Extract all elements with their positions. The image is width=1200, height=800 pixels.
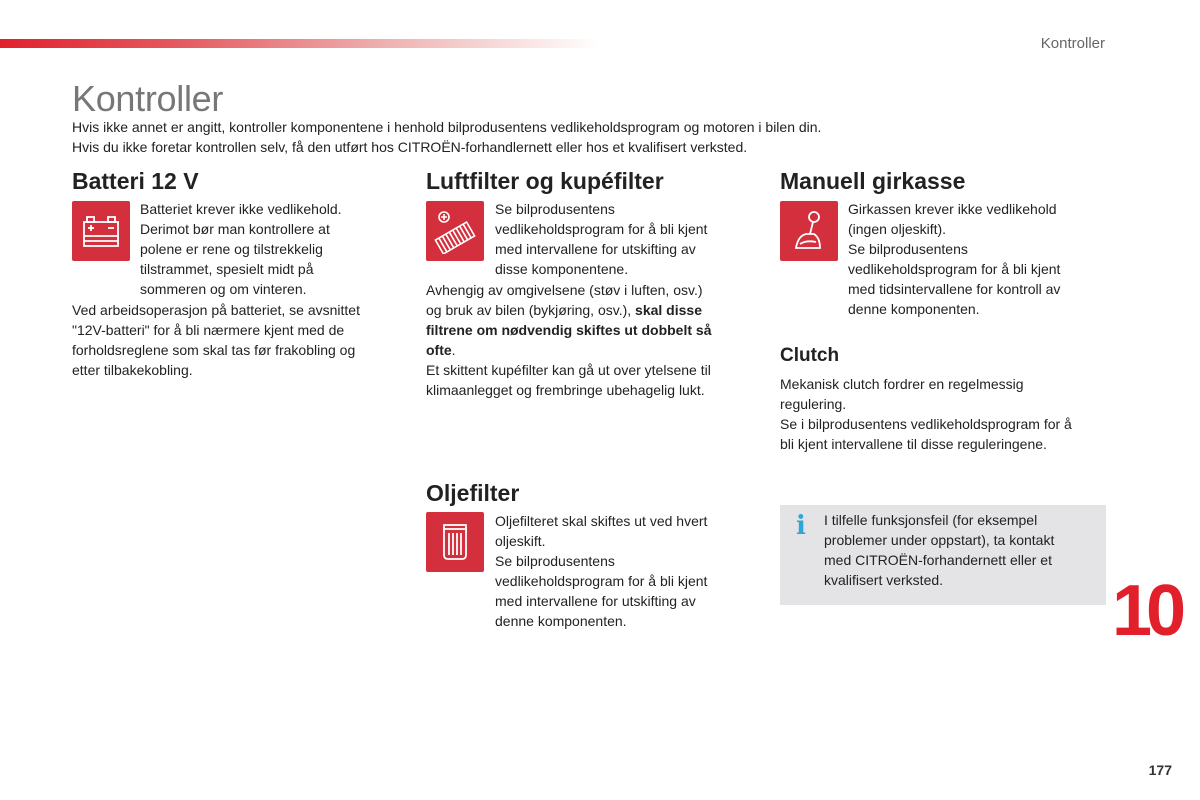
gearbox-heading: Manuell girkasse [780, 168, 966, 194]
air-filter-beside-text [495, 199, 745, 279]
text-line [426, 340, 756, 360]
text-line: Se bilprodusentens [495, 553, 615, 569]
oil-filter-heading: Oljefilter [426, 480, 520, 506]
text-line: regulering. [780, 396, 847, 412]
page-title: Kontroller [72, 78, 224, 119]
text-line: med intervallene for utskifting av [495, 593, 696, 609]
text-line: Avhengig av omgivelsene (støv i luften, osv.) [426, 282, 703, 298]
text-line: Girkassen krever ikke vedlikehold [848, 201, 1057, 217]
gear-lever-icon [780, 201, 838, 261]
oil-filter-icon [426, 512, 484, 572]
battery-heading: Batteri 12 V [72, 168, 199, 194]
battery-icon [72, 201, 130, 261]
text-line: "12V-batteri" for å bli nærmere kjent med de [72, 322, 345, 338]
text-line: Se bilprodusentens [495, 201, 615, 217]
clutch-body-text [780, 374, 1110, 454]
text-line: bli kjent intervallene til disse reguleringene. [780, 436, 1047, 452]
text-line: Derimot bør man kontrollere at [140, 221, 330, 237]
info-text [824, 510, 1094, 590]
info-box [780, 505, 1106, 605]
chapter-number: 10 [1112, 571, 1181, 651]
intro-line: Hvis du ikke foretar kontrollen selv, få den utført hos CITROËN-forhandlernett eller hos et kvalifisert verksted. [72, 139, 748, 155]
text-plain: og bruk av bilen (bykjøring, osv.), [426, 302, 636, 318]
text-line: (ingen oljeskift). [848, 221, 947, 237]
running-head: Kontroller [1040, 35, 1105, 52]
text-plain: . [451, 342, 456, 358]
gearbox-beside-text [848, 199, 1108, 319]
text-line: Se i bilprodusentens vedlikeholdsprogram for å [780, 416, 1072, 432]
text-line: Ved arbeidsoperasjon på batteriet, se avsnittet [72, 302, 360, 318]
text-line: klimaanlegget og frembringe ubehagelig lukt. [426, 382, 705, 398]
air-filter-heading: Luftfilter og kupéfilter [426, 168, 664, 194]
info-icon: i [796, 511, 806, 541]
text-line: med CITROËN-forhandernett eller et [824, 552, 1052, 568]
text-line: denne komponenten. [848, 301, 980, 317]
text-line: med intervallene for utskifting av [495, 241, 696, 257]
text-line: vedlikeholdsprogram for å bli kjent [848, 261, 1061, 277]
page-number: 177 [1148, 762, 1172, 778]
air-filter-body-text [426, 280, 756, 400]
text-line: Mekanisk clutch fordrer en regelmessig [780, 376, 1024, 392]
text-bold: skal disse [635, 302, 702, 318]
text-line: polene er rene og tilstrekkelig [140, 241, 323, 257]
text-line: Et skittent kupéfilter kan gå ut over ytelsene til [426, 362, 711, 378]
text-line: forholdsreglene som skal tas før frakobling og [72, 342, 356, 358]
text-line: etter tilbakekobling. [72, 362, 193, 378]
text-line: kvalifisert verksted. [824, 572, 944, 588]
text-line: vedlikeholdsprogram for å bli kjent [495, 573, 708, 589]
text-bold: filtrene om nødvendig skiftes ut dobbelt så [426, 322, 712, 338]
text-line: tilstrammet, spesielt midt på [140, 261, 314, 277]
text-line: denne komponenten. [495, 613, 627, 629]
text-bold: ofte [426, 342, 452, 358]
header-accent-bar [0, 39, 600, 48]
text-line: Se bilprodusentens [848, 241, 968, 257]
text-line: vedlikeholdsprogram for å bli kjent [495, 221, 708, 237]
text-line: sommeren og om vinteren. [140, 281, 307, 297]
text-line: I tilfelle funksjonsfeil (for eksempel [824, 512, 1038, 528]
battery-body-text [72, 300, 402, 380]
oil-filter-beside-text [495, 511, 745, 631]
text-line: Oljefilteret skal skiftes ut ved hvert [495, 513, 708, 529]
clutch-heading: Clutch [780, 345, 840, 366]
text-line: oljeskift. [495, 533, 546, 549]
text-line [426, 320, 756, 340]
intro-line: Hvis ikke annet er angitt, kontroller komponentene i henhold bilprodusentens vedlikeholdsprogram og motoren i bilen din. [72, 119, 822, 135]
intro-text [72, 117, 932, 157]
text-line: med tidsintervallene for kontroll av [848, 281, 1061, 297]
air-filter-icon [426, 201, 484, 261]
text-line: disse komponentene. [495, 261, 629, 277]
text-line: Batteriet krever ikke vedlikehold. [140, 201, 342, 217]
battery-beside-text [140, 199, 390, 299]
text-line: problemer under oppstart), ta kontakt [824, 532, 1055, 548]
text-line [426, 300, 756, 320]
